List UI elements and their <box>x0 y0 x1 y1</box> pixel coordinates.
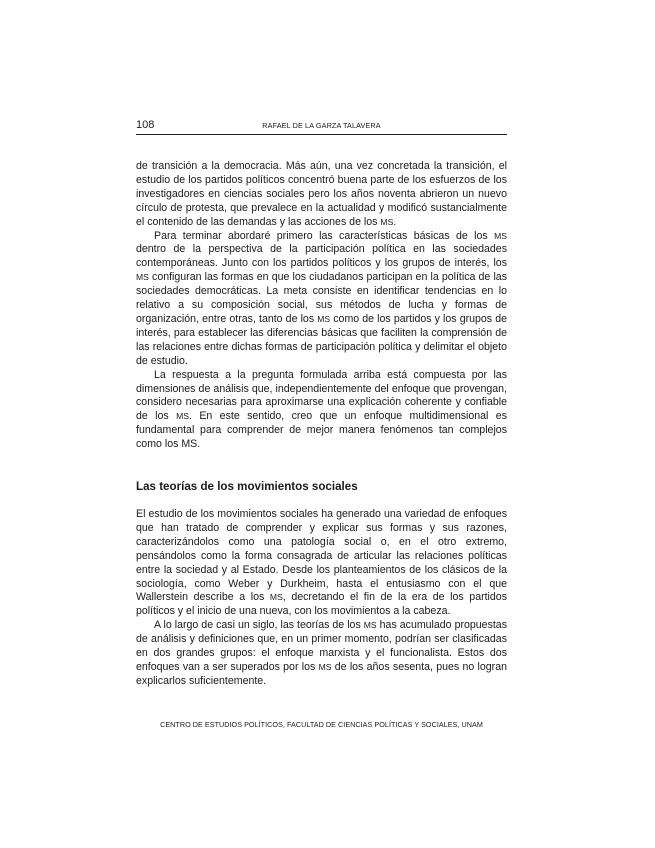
running-head: RAFAEL DE LA GARZA TALAVERA <box>262 121 381 130</box>
abbreviation-ms: MS <box>317 313 331 324</box>
paragraph <box>136 508 507 619</box>
section-heading: Las teorías de los movimientos sociales <box>136 480 358 494</box>
page-header <box>136 118 507 135</box>
text-run: de transición a la democracia. Más aún, una vez concretada la transición, el estudio de los partidos políticos concentró buena parte de los esfuerzos de los investigadores en ciencias sociales pero los años noventa abrieron un nuevo círculo de protesta, que prevalece en la actualidad y modificó sustancialmente el contenido de las demandas y las acciones de los <box>136 160 507 228</box>
page-number: 108 <box>136 119 155 131</box>
paragraph <box>136 619 507 689</box>
text-run: dentro de la perspectiva de la participación política en las sociedades contemporáneas. Junto con los partidos políticos y los grupos de interés, los <box>136 243 507 270</box>
abbreviation-ms: MS <box>363 620 377 631</box>
body-text <box>136 160 507 689</box>
text-run: La respuesta a la pregunta formulada arriba está compuesta por las dimensiones de análisis que, independientemente del enfoque que provengan, considero necesarias para aproximarse una explicación coherente y confiable de los <box>136 368 507 423</box>
abbreviation-ms: MS <box>176 411 189 422</box>
text-run: Para terminar abordaré primero las características básicas de los <box>154 229 495 242</box>
abbreviation-ms: MS <box>269 592 283 603</box>
text-run: A lo largo de casi un siglo, las teorías de los <box>154 619 364 632</box>
text-run: configuran las formas en que los ciudadanos participan en la política de las sociedades democráticas. La meta consiste en identificar tendencias en lo relativo a su composición social, sus métodos de lucha y formas de organización, entre otras, tanto de los <box>136 271 507 325</box>
text-run: has acumulado propuestas de análisis y definiciones que, en un primer momento, podrían ser clasificadas en dos grandes grupos: el enfoque marxista y el funcionalista. Estos dos enfoques van a ser superados por los <box>136 619 507 673</box>
abbreviation-ms: MS <box>318 662 332 672</box>
text-run: de los años sesenta, pues no logran explicarlos suficientemente. <box>136 661 507 687</box>
text-run: . <box>393 215 397 228</box>
page-footer: CENTRO DE ESTUDIOS POLÍTICOS, FACULTAD DE CIENCIAS POLÍTICAS Y SOCIALES, UNAM <box>160 720 483 729</box>
paragraph <box>136 160 507 230</box>
abbreviation-ms: MS <box>380 216 394 227</box>
abbreviation-ms: MS <box>136 272 149 283</box>
text-run: , decretando el fin de la era de los partidos políticos y el inicio de una nueva, con los movimientos a la cabeza. <box>136 591 507 618</box>
paragraph <box>136 230 507 369</box>
abbreviation-ms: MS <box>494 230 507 241</box>
paragraph <box>136 369 507 452</box>
text-run: como de los partidos y los grupos de interés, para establecer las diferencias básicas que faciliten la comprensión de las relaciones entre dichas formas de participación política y delimitar el objeto de estudio. <box>136 312 508 367</box>
text-run: El estudio de los movimientos sociales ha generado una variedad de enfoques que han tratado de comprender y explicar sus formas y sus razones, caracterizándolos como una patología social o, en el otro extremo, pensándolos como la forma consagrada de articular las relaciones políticas entre la sociedad y al Estado. Desde los planteamientos de los clásicos de la sociología, como Weber y Durkheim, hasta el entusiasmo con el que Wallerstein describe a los <box>136 508 507 604</box>
text-run: . En este sentido, creo que un enfoque multidimensional es fundamental para comprender de mejor manera fenómenos tan complejos como los MS. <box>136 410 507 451</box>
